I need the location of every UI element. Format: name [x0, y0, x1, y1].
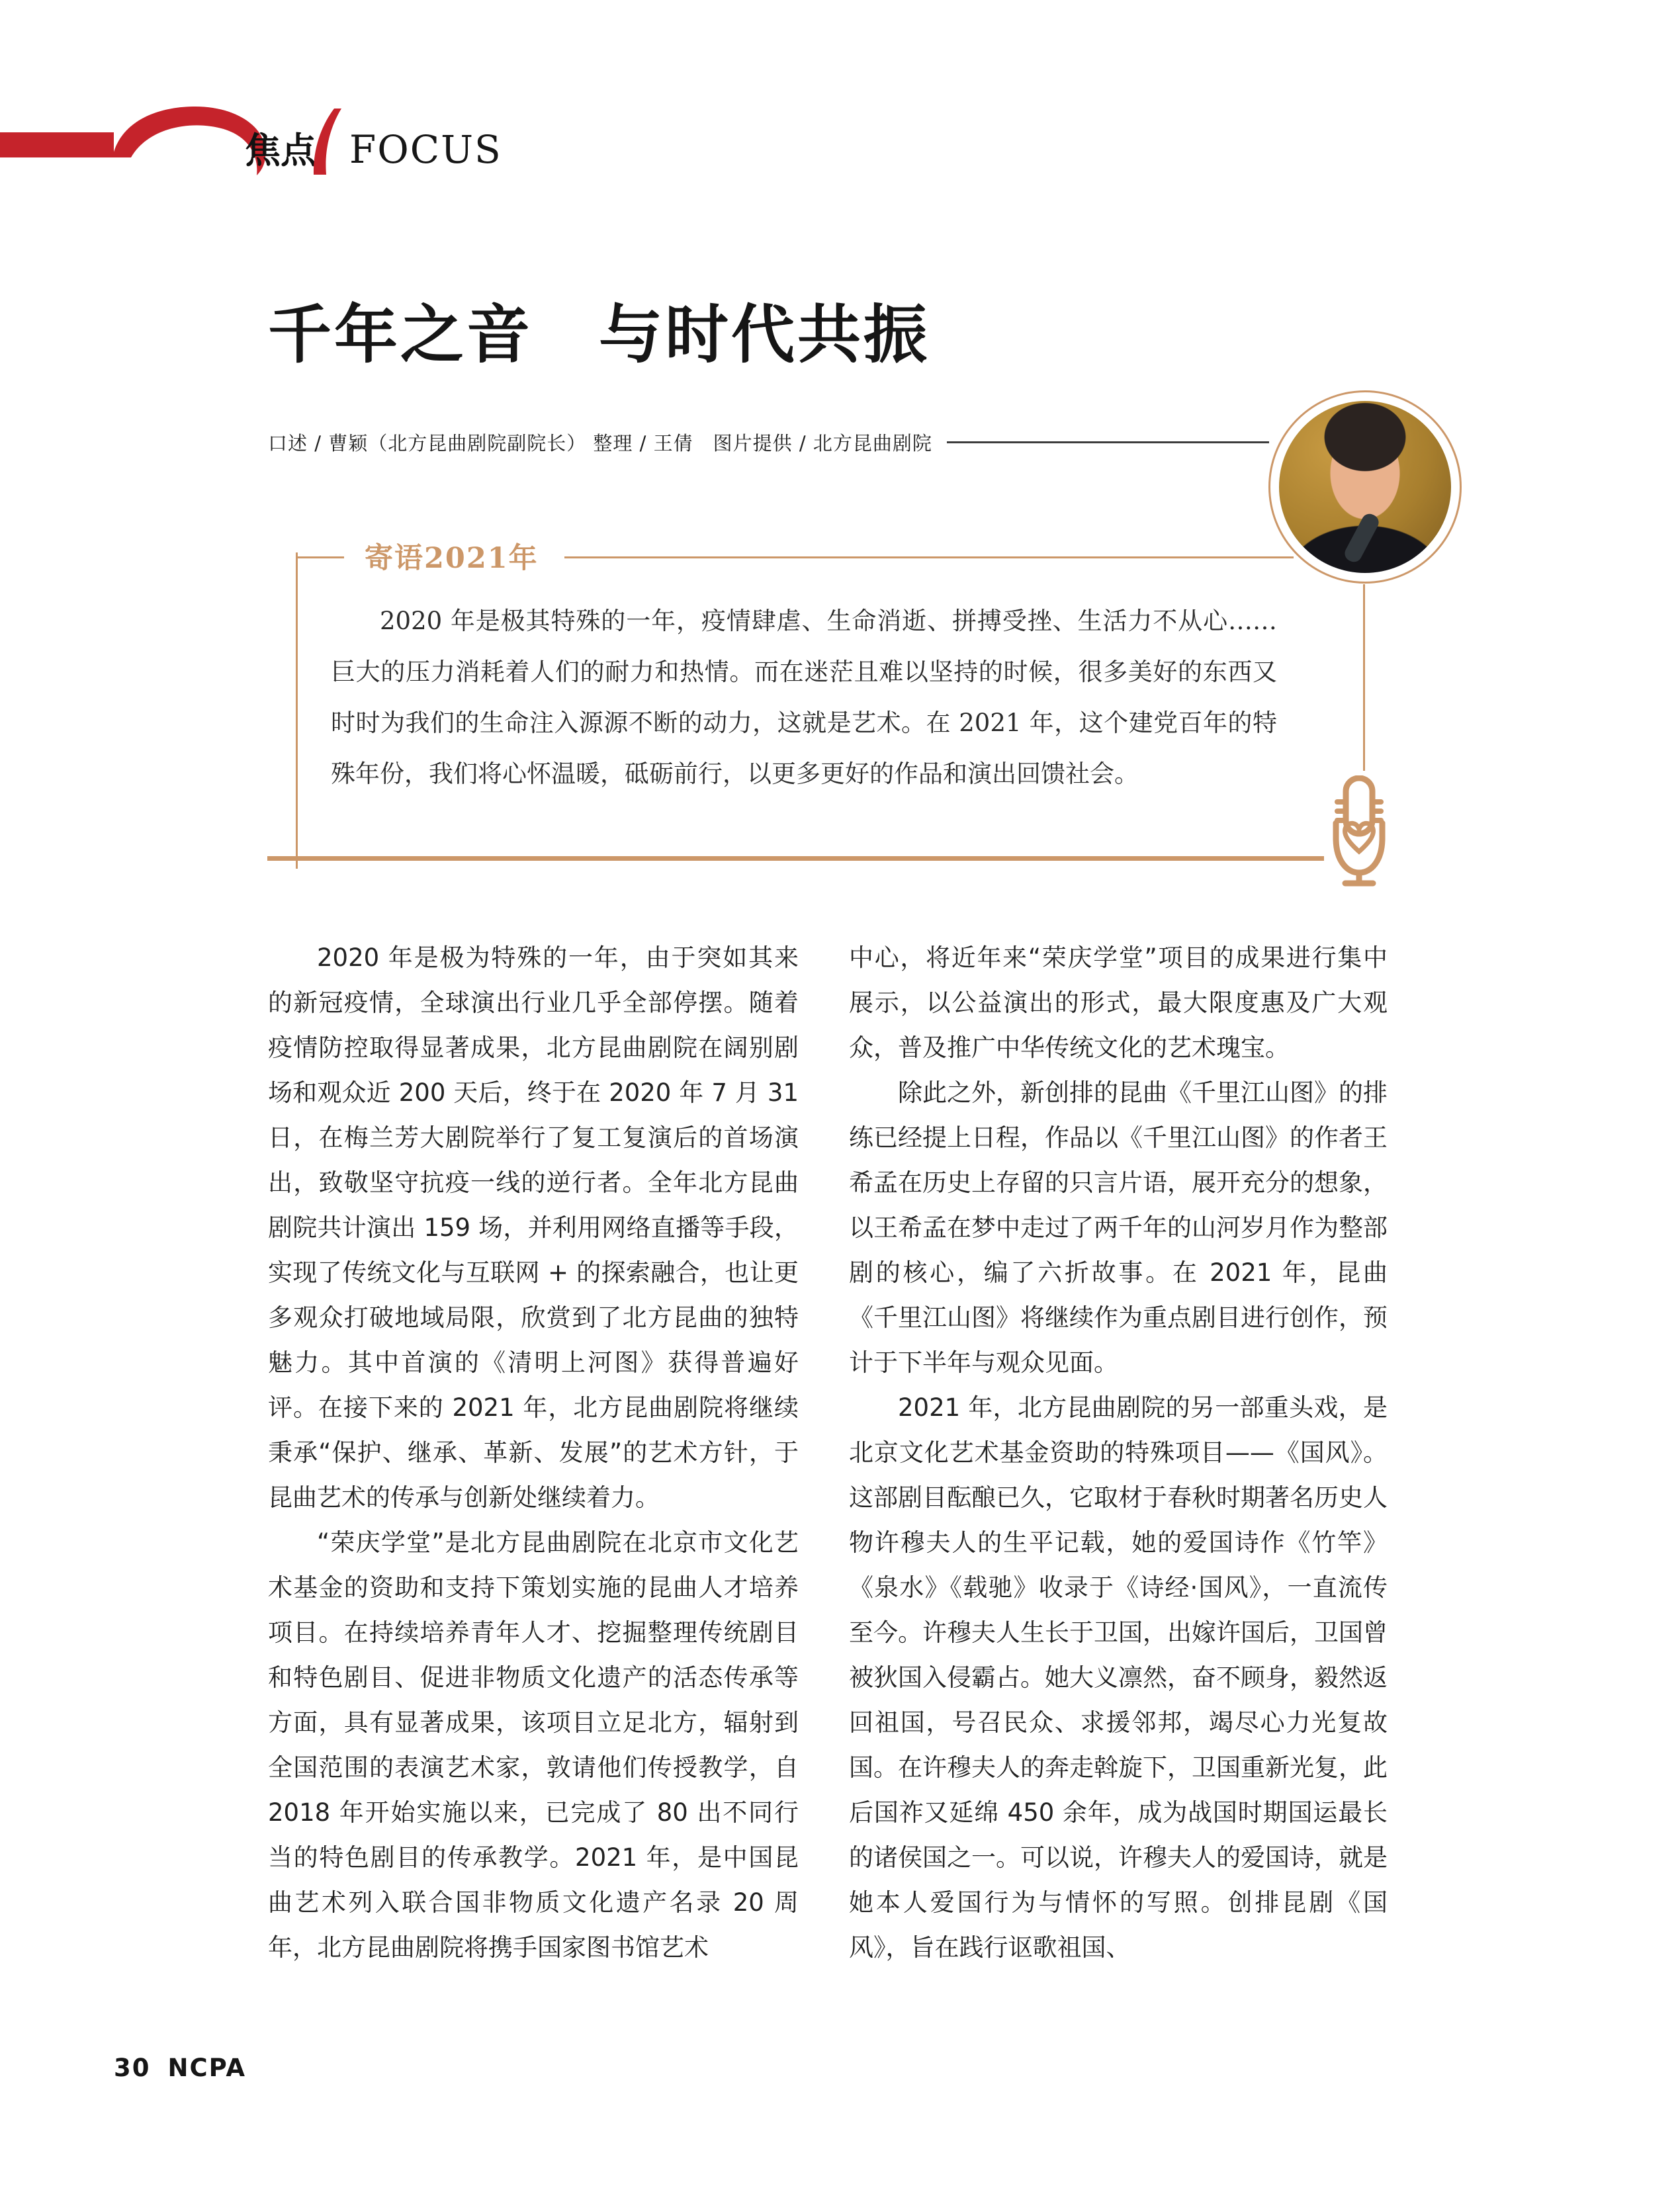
- message-box-text: 2020 年是极其特殊的一年，疫情肆虐、生命消逝、拼搏受挫、生活力不从心……巨大的压力消耗着人们的耐力和热情。而在迷茫且难以坚持的时候，很多美好的东西又时时为我们的生命注入源源不断的动力，这就是艺术。在 2021 年，这个建党百年的特殊年份，我们将心怀温暖，砥砺前行，以更多更好的作品和演出回馈社会。: [331, 607, 1277, 788]
- message-box-border-bottom: [267, 856, 1324, 861]
- section-banner: [0, 99, 503, 198]
- microphone-heart-icon: [1329, 775, 1390, 888]
- handheld-microphone: [1342, 511, 1382, 564]
- banner-arc-shape: [112, 107, 265, 175]
- body-paragraph: 2021 年，北方昆曲剧院的另一部重头戏，是北京文化艺术基金资助的特殊项目——《国风》。这部剧目酝酿已久，它取材于春秋时期著名历史人物许穆夫人的生平记载，她的爱国诗作《竹竿》《泉水》《载驰》收录于《诗经·国风》，一直流传至今。许穆夫人生长于卫国，出嫁许国后，卫国曾被狄国入侵霸占。她大义凛然，奋不顾身，毅然返回祖国，号召民众、求援邻邦，竭尽心力光复故国。在许穆夫人的奔走斡旋下，卫国重新光复，此后国祚又延绵 450 余年，成为战国时期国运最长的诸侯国之一。可以说，许穆夫人的爱国诗，就是她本人爱国行为与情怀的写照。创排昆剧《国风》，旨在践行讴歌祖国、: [849, 1393, 1388, 1962]
- byline-rule: [947, 441, 1269, 443]
- page-footer: [114, 2054, 246, 2082]
- body-paragraph: 2020 年是极为特殊的一年，由于突如其来的新冠疫情，全球演出行业几乎全部停摆。随着疫情防控取得显著成果，北方昆曲剧院在阔别剧场和观众近 200 天后，终于在 2020 年 7 月 31 日，在梅兰芳大剧院举行了复工复演后的首场演出，致敬坚守抗疫一线的逆行者。全年北方昆曲剧院共计演出 159 场，并利用网络直播等手段，实现了传统文化与互联网 + 的探索融合，也让更多观众打破地域局限，欣赏到了北方昆曲的独特魅力。其中首演的《清明上河图》获得普遍好评。在接下来的 2021 年，北方昆曲剧院将继续秉承“保护、继承、革新、发展”的艺术方针，于昆曲艺术的传承与创新处继续着力。: [268, 943, 799, 1512]
- message-box-border-top-segment: [296, 556, 344, 558]
- portrait-ring: [1268, 390, 1462, 584]
- section-label-cn: 焦点: [245, 130, 316, 171]
- byline-row: [268, 429, 1269, 456]
- banner-red-bar: [0, 132, 114, 157]
- page-number: 30: [114, 2054, 151, 2082]
- message-box-border-top: [564, 556, 1294, 558]
- banner-swoosh: [314, 109, 341, 175]
- byline: 口述 / 曹颖（北方昆曲剧院副院长） 整理 / 王倩 图片提供 / 北方昆曲剧院: [268, 432, 932, 455]
- portrait-photo: [1279, 401, 1451, 573]
- body-paragraph: 除此之外，新创排的昆曲《千里江山图》的排练已经提上日程，作品以《千里江山图》的作者王希孟在历史上存留的只言片语，展开充分的想象，以王希孟在梦中走过了两千年的山河岁月作为整部剧的核心，编了六折故事。在 2021 年，昆曲《千里江山图》将继续作为重点剧目进行创作，预计于下半年与观众见面。: [849, 1078, 1388, 1377]
- body-paragraph: 中心，将近年来“荣庆学堂”项目的成果进行集中展示，以公益演出的形式，最大限度惠及广大观众，普及推广中华传统文化的艺术瑰宝。: [849, 943, 1388, 1062]
- message-box-heading: 寄语2021年: [365, 542, 539, 575]
- message-box-border-left: [296, 552, 298, 869]
- body-left-column: [268, 936, 799, 1970]
- magazine-name: NCPA: [167, 2054, 246, 2082]
- body-right-column: [849, 936, 1388, 1970]
- body-paragraph: “荣庆学堂”是北方昆曲剧院在北京市文化艺术基金的资助和支持下策划实施的昆曲人才培养项目。在持续培养青年人才、挖掘整理传统剧目和特色剧目、促进非物质文化遗产的活态传承等方面，具有显著成果，该项目立足北方，辐射到全国范围的表演艺术家，敦请他们传授教学，自 2018 年开始实施以来，已完成了 80 出不同行当的特色剧目的传承教学。2021 年，是中国昆曲艺术列入联合国非物质文化遗产名录 20 周年，北方昆曲剧院将携手国家图书馆艺术: [268, 1528, 799, 1962]
- article-title: 千年之音 与时代共振: [268, 297, 930, 372]
- message-box-border-right: [1363, 584, 1365, 771]
- section-label-en: FOCUS: [349, 127, 502, 172]
